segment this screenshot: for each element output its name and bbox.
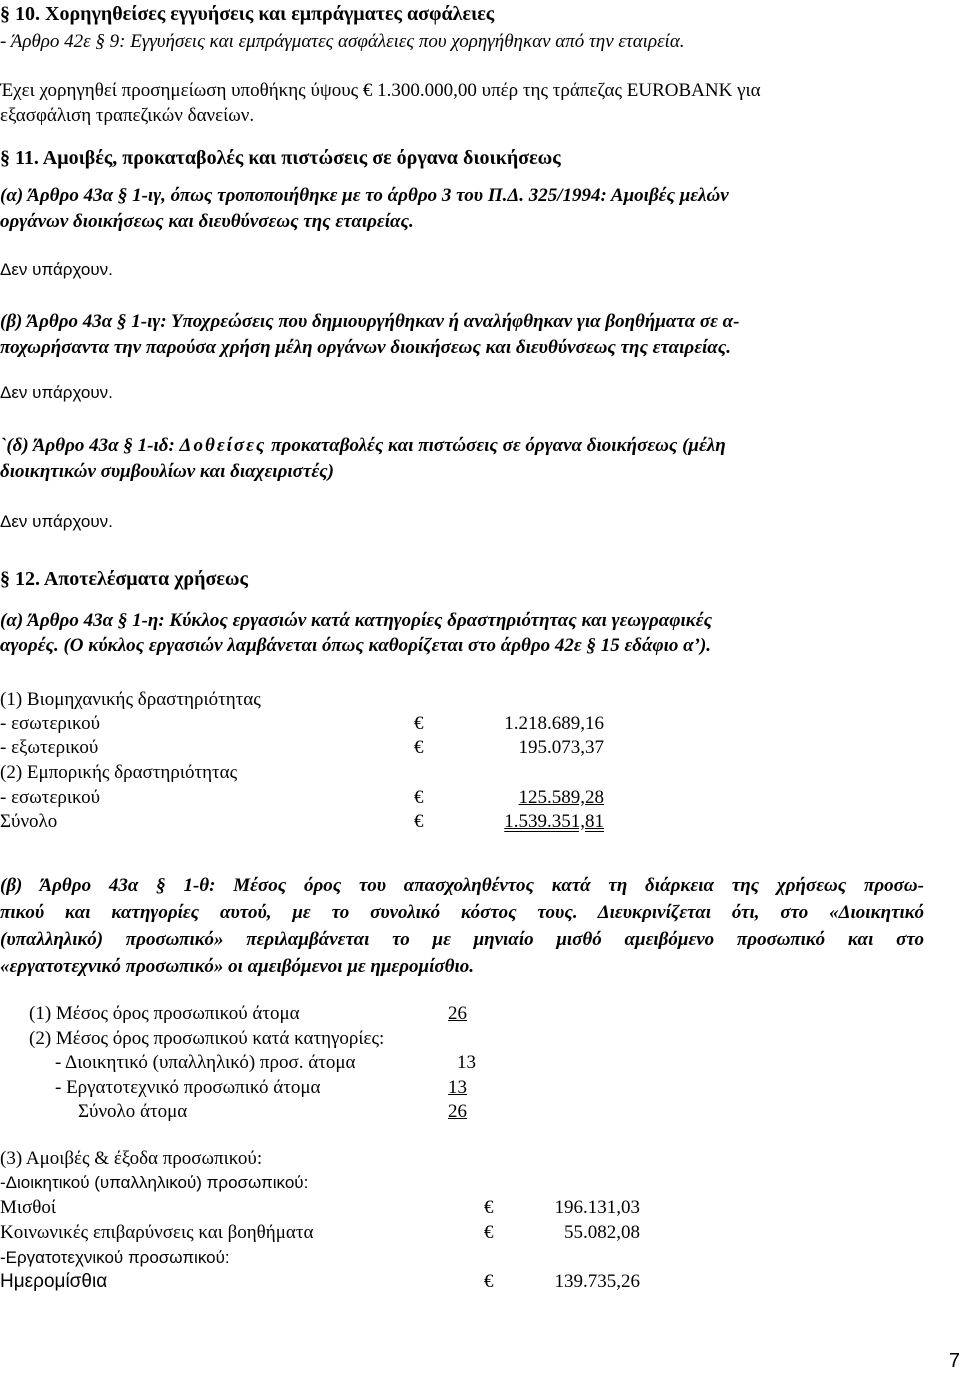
staff-average-value: 26 [448,1003,467,1024]
pay-labour-heading: -Εργατοτεχνικού προσωπικού: [0,1248,230,1267]
section-11-d-line-2: διοικητικών συμβουλίων και διαχειριστές) [0,461,334,482]
euro-sign: € [484,1222,494,1243]
euro-sign: € [414,811,424,832]
section-10-title: § 10. Χορηγηθείσες εγγυήσεις και εμπράγματες ασφάλειες [0,3,495,25]
staff-labour-value: 13 [448,1077,467,1098]
turnover-total-value: 1.539.351,81 [504,811,604,832]
staff-average-label: (1) Μέσος όρος προσωπικού άτομα [29,1003,300,1024]
euro-sign: € [414,737,424,758]
euro-sign: € [484,1197,494,1218]
section-12-b-line-2: πικού και κατηγορίες αυτού, με το συνολικό κόστος τους. Διευκρινίζεται ότι, στο «Διοικητικό [0,902,924,923]
staff-administrative-label: - Διοικητικό (υπαλληλικό) προσ. άτομα [55,1052,356,1073]
section-12-a-line-1: (α) Άρθρο 43α § 1-η: Κύκλος εργασιών κατά κατηγορίες δραστηριότητας και γεωγραφικές [0,610,713,631]
turnover-total-label: Σύνολο [0,811,58,832]
pay-row-value: 139.735,26 [554,1271,640,1292]
turnover-row-label: - εσωτερικού [0,713,101,734]
turnover-row-label: - εξωτερικού [0,737,99,758]
euro-sign: € [484,1271,494,1292]
section-11-title: § 11. Αμοιβές, προκαταβολές και πιστώσεις σε όργανα διοικήσεως [0,147,561,169]
section-11-a-line-2: οργάνων διοικήσεως και διευθύνσεως της εταιρείας. [0,211,414,232]
section-11-a-none: Δεν υπάρχουν. [0,260,113,279]
turnover-row-label: - εσωτερικού [0,787,101,808]
section-11-b-line-2: ποχωρήσαντα την παρούσα χρήση μέλη οργάνων διοικήσεως και διευθύνσεως της εταιρείας. [0,337,731,358]
turnover-row-value: 195.073,37 [518,737,604,758]
section-12-a-line-2: αγορές. (Ο κύκλος εργασιών λαμβάνεται όπως καθορίζεται στο άρθρο 42ε § 15 εδάφιο α’). [0,635,712,656]
section-11-b-none: Δεν υπάρχουν. [0,383,113,402]
euro-sign: € [414,787,424,808]
section-11-d-line-1 [0,434,726,458]
staff-category-heading: (2) Μέσος όρος προσωπικού κατά κατηγορίες: [29,1028,385,1049]
section-10-paragraph-line-1: Έχει χορηγηθεί προσημείωση υποθήκης ύψους € 1.300.000,00 υπέρ της τράπεζας EUROBANK για [0,80,761,101]
staff-total-label: Σύνολο άτομα [78,1101,188,1122]
pay-heading: (3) Αμοιβές & έξοδα προσωπικού: [0,1148,263,1169]
pay-administrative-heading: -Διοικητικού (υπαλληλικού) προσωπικού: [0,1173,309,1192]
section-11-d-suffix: προκαταβολές και πιστώσεις σε όργανα διοικήσεως (μέλη [271,435,726,456]
section-12-b-line-4: «εργατοτεχνικό προσωπικό» οι αμειβόμενοι με ημερομίσθιο. [0,956,474,977]
section-11-b-line-1: (β) Άρθρο 43α § 1-ιγ: Υποχρεώσεις που δημιουργήθηκαν ή αναλήφθηκαν για βοηθήματα σε α- [0,311,740,332]
euro-sign: € [414,713,424,734]
section-11-a-line-1: (α) Άρθρο 43α § 1-ιγ, όπως τροποποιήθηκε με το άρθρο 3 του Π.Δ. 325/1994: Αμοιβές μελών [0,185,729,206]
turnover-commercial-heading: (2) Εμπορικής δραστηριότητας [0,762,238,783]
section-11-d-none: Δεν υπάρχουν. [0,512,113,531]
section-12-title: § 12. Αποτελέσματα χρήσεως [0,568,248,590]
page-number: 7 [948,1350,960,1372]
pay-row-value: 55.082,08 [564,1222,640,1243]
pay-row-value: 196.131,03 [554,1197,640,1218]
section-10-subtitle: - Άρθρο 42ε § 9: Εγγυήσεις και εμπράγματες ασφάλειες που χορηγήθηκαν από την εταιρεία. [0,31,685,52]
section-12-b-line-1: (β) Άρθρο 43α § 1-θ: Μέσος όρος του απασχοληθέντος κατά τη διάρκεια της χρήσεως προσω- [0,875,924,896]
turnover-industrial-heading: (1) Βιομηχανικής δραστηριότητας [0,689,261,710]
section-11-d-prefix: `(δ) Άρθρο 43α § 1-ιδ: [0,435,175,456]
section-11-d-spaced-word: Δοθείσες [179,435,267,456]
staff-administrative-value: 13 [457,1052,476,1073]
section-10-paragraph-line-2: εξασφάλιση τραπεζικών δανείων. [0,105,255,126]
pay-row-label: Κοινωνικές επιβαρύνσεις και βοηθήματα [0,1222,314,1243]
staff-labour-label: - Εργατοτεχνικό προσωπικό άτομα [55,1077,321,1098]
turnover-row-value: 125.589,28 [518,787,604,808]
section-12-b-line-3: (υπαλληλικό) προσωπικό» περιλαμβάνεται το με μηνιαίο μισθό αμειβόμενο προσωπικό και στο [0,929,924,950]
turnover-row-value: 1.218.689,16 [504,713,604,734]
pay-row-label: Ημερομίσθια [0,1271,108,1292]
pay-row-label: Μισθοί [0,1197,56,1218]
staff-total-value: 26 [448,1101,467,1122]
